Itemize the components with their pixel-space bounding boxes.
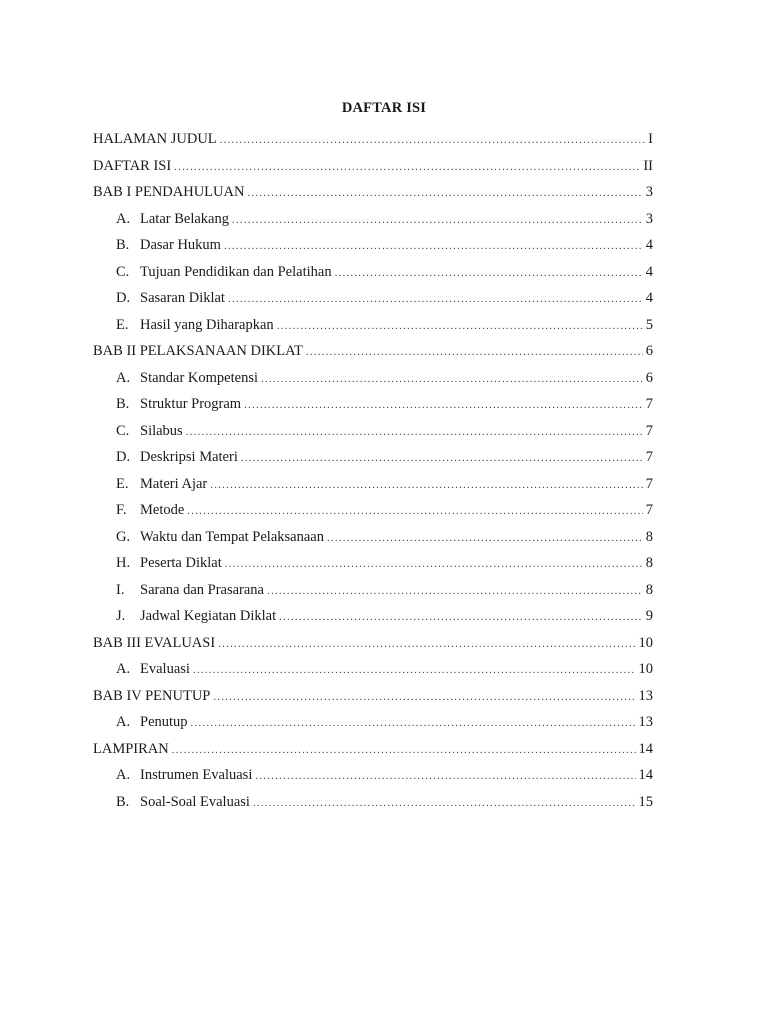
toc-entry-page-number: 5 bbox=[645, 316, 653, 333]
toc-entry-page-number: 4 bbox=[645, 263, 653, 280]
toc-entry-label: Evaluasi bbox=[140, 661, 190, 677]
toc-entry-label: Materi Ajar bbox=[140, 475, 208, 492]
toc-subentry bbox=[93, 497, 653, 524]
toc-entry-label: Waktu dan Tempat Pelaksanaan bbox=[140, 528, 324, 545]
toc-subentry bbox=[93, 391, 653, 418]
toc-entry-page-number: 3 bbox=[645, 184, 653, 200]
toc-entry-letter: A. bbox=[116, 714, 131, 730]
dot-leader bbox=[277, 313, 643, 340]
toc-subentry bbox=[93, 656, 653, 683]
toc-entry-label: BAB I PENDAHULUAN bbox=[93, 184, 245, 200]
dot-leader bbox=[213, 684, 635, 711]
toc-entry-label: Sarana dan Prasarana bbox=[140, 581, 264, 598]
toc-entry bbox=[93, 126, 653, 153]
toc-entry-letter: G. bbox=[116, 528, 131, 545]
toc-entry-letter: I. bbox=[116, 581, 125, 598]
toc-entry-letter: D. bbox=[116, 449, 131, 465]
toc-entry-page-number: 8 bbox=[645, 581, 653, 598]
toc-entry-label: Penutup bbox=[140, 714, 188, 730]
toc-entry-letter: B. bbox=[116, 237, 130, 253]
toc-entry-letter: C. bbox=[116, 263, 130, 280]
dot-leader bbox=[174, 154, 640, 181]
toc-entry-label: LAMPIRAN bbox=[93, 740, 169, 757]
toc-entry-label: Instrumen Evaluasi bbox=[140, 767, 253, 783]
toc-entry-page-number: 14 bbox=[638, 767, 653, 783]
toc-entry-label: Soal-Soal Evaluasi bbox=[140, 793, 250, 810]
toc-entry-label: Dasar Hukum bbox=[140, 237, 221, 253]
dot-leader bbox=[225, 551, 643, 578]
dot-leader bbox=[241, 445, 643, 472]
toc-entry-label: Jadwal Kegiatan Diklat bbox=[140, 608, 277, 624]
toc-subentry bbox=[93, 312, 653, 339]
toc-entry bbox=[93, 630, 653, 657]
toc-entry-letter: A. bbox=[116, 369, 131, 386]
toc-entry-letter: A. bbox=[116, 767, 131, 783]
dot-leader bbox=[210, 472, 643, 499]
page-title: DAFTAR ISI bbox=[341, 100, 427, 116]
toc-entry-page-number: 6 bbox=[645, 343, 653, 359]
toc-subentry bbox=[93, 365, 653, 392]
toc-entry-page-number: 8 bbox=[645, 528, 653, 545]
toc-subentry bbox=[93, 577, 653, 604]
toc-entry-label: Silabus bbox=[140, 422, 183, 439]
toc-entry-label: DAFTAR ISI bbox=[93, 157, 172, 174]
toc-subentry bbox=[93, 709, 653, 736]
toc-entry-letter: E. bbox=[116, 316, 129, 333]
toc-entry-label: Latar Belakang bbox=[140, 210, 229, 227]
toc-entry-page-number: 4 bbox=[645, 237, 653, 253]
dot-leader bbox=[279, 604, 643, 631]
dot-leader bbox=[220, 127, 646, 154]
dot-leader bbox=[191, 710, 636, 737]
toc-entry-label: Hasil yang Diharapkan bbox=[140, 316, 274, 333]
dot-leader bbox=[172, 737, 636, 764]
toc-entry-page-number: I bbox=[648, 131, 653, 147]
toc-subentry bbox=[93, 603, 653, 630]
toc-entry-letter: A. bbox=[116, 210, 131, 227]
toc-entry bbox=[93, 736, 653, 763]
toc-subentry bbox=[93, 444, 653, 471]
dot-leader bbox=[224, 233, 643, 260]
dot-leader bbox=[244, 392, 643, 419]
toc-entry-page-number: 10 bbox=[638, 661, 653, 677]
toc-entry bbox=[93, 338, 653, 365]
toc-subentry bbox=[93, 471, 653, 498]
toc-subentry bbox=[93, 762, 653, 789]
dot-leader bbox=[253, 790, 636, 817]
table-of-contents bbox=[93, 126, 653, 815]
toc-entry-page-number: 7 bbox=[645, 502, 653, 518]
toc-entry-page-number: 3 bbox=[645, 210, 653, 227]
toc-entry-page-number: 14 bbox=[638, 740, 653, 757]
toc-entry-page-number: 7 bbox=[645, 396, 653, 412]
toc-subentry bbox=[93, 285, 653, 312]
toc-entry-letter: A. bbox=[116, 661, 131, 677]
dot-leader bbox=[327, 525, 643, 552]
toc-entry-letter: H. bbox=[116, 555, 131, 571]
toc-entry-label: HALAMAN JUDUL bbox=[93, 131, 217, 147]
toc-entry-page-number: 15 bbox=[638, 793, 653, 810]
toc-entry-label: Struktur Program bbox=[140, 396, 242, 412]
toc-entry-letter: C. bbox=[116, 422, 130, 439]
dot-leader bbox=[228, 286, 643, 313]
dot-leader bbox=[267, 578, 643, 605]
toc-entry bbox=[93, 179, 653, 206]
toc-entry-page-number: 7 bbox=[645, 422, 653, 439]
toc-entry-label: Deskripsi Materi bbox=[140, 449, 238, 465]
toc-entry-page-number: 8 bbox=[645, 555, 653, 571]
toc-subentry bbox=[93, 232, 653, 259]
dot-leader bbox=[247, 180, 642, 207]
toc-entry-label: BAB IV PENUTUP bbox=[93, 687, 211, 704]
dot-leader bbox=[186, 419, 643, 446]
toc-subentry bbox=[93, 418, 653, 445]
toc-subentry bbox=[93, 524, 653, 551]
toc-entry-page-number: 4 bbox=[645, 290, 653, 306]
toc-entry-page-number: 7 bbox=[645, 449, 653, 465]
toc-subentry bbox=[93, 789, 653, 816]
toc-entry-label: BAB III EVALUASI bbox=[93, 634, 216, 651]
toc-entry-label: Metode bbox=[140, 502, 185, 518]
toc-entry-page-number: 10 bbox=[638, 634, 653, 651]
dot-leader bbox=[193, 657, 636, 684]
toc-entry-label: Standar Kompetensi bbox=[140, 369, 258, 386]
dot-leader bbox=[261, 366, 643, 393]
dot-leader bbox=[255, 763, 635, 790]
toc-entry-letter: F. bbox=[116, 502, 127, 518]
toc-subentry bbox=[93, 206, 653, 233]
toc-subentry bbox=[93, 550, 653, 577]
toc-entry-letter: B. bbox=[116, 396, 130, 412]
toc-entry-letter: J. bbox=[116, 608, 126, 624]
toc-entry-letter: E. bbox=[116, 475, 129, 492]
dot-leader bbox=[335, 260, 643, 287]
toc-entry bbox=[93, 153, 653, 180]
toc-entry-label: Tujuan Pendidikan dan Pelatihan bbox=[140, 263, 332, 280]
toc-subentry bbox=[93, 259, 653, 286]
toc-entry-letter: D. bbox=[116, 290, 131, 306]
toc-entry-label: Sasaran Diklat bbox=[140, 290, 225, 306]
toc-entry-page-number: 13 bbox=[638, 687, 653, 704]
toc-entry-label: Peserta Diklat bbox=[140, 555, 222, 571]
toc-entry-page-number: 7 bbox=[645, 475, 653, 492]
dot-leader bbox=[306, 339, 643, 366]
dot-leader bbox=[232, 207, 643, 234]
toc-entry bbox=[93, 683, 653, 710]
toc-entry-page-number: 6 bbox=[645, 369, 653, 386]
dot-leader bbox=[218, 631, 635, 658]
toc-entry-page-number: 13 bbox=[638, 714, 653, 730]
toc-entry-label: BAB II PELAKSANAAN DIKLAT bbox=[93, 343, 303, 359]
toc-entry-letter: B. bbox=[116, 793, 130, 810]
toc-entry-page-number: II bbox=[643, 157, 653, 174]
dot-leader bbox=[187, 498, 642, 525]
toc-entry-page-number: 9 bbox=[645, 608, 653, 624]
